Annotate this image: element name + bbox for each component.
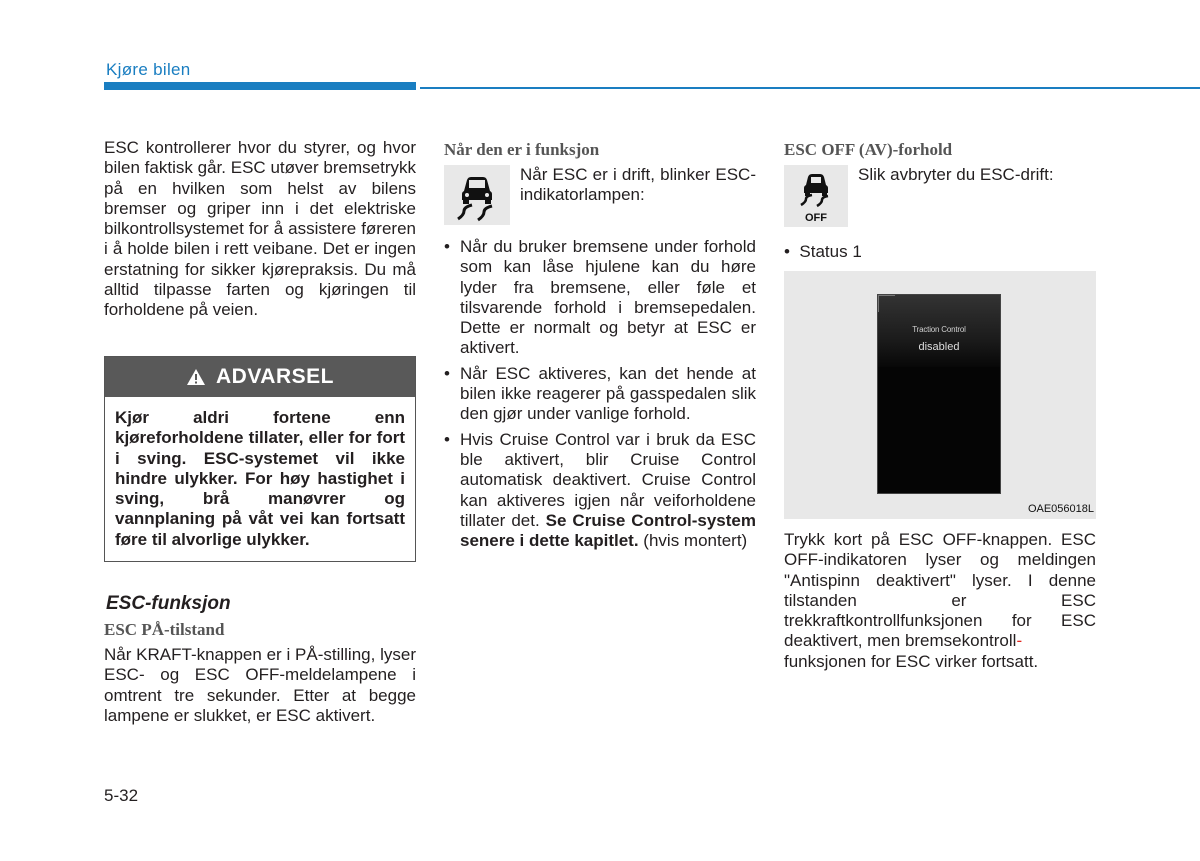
esc-indicator-text: Når ESC er i drift, blinker ESC-indikatorlampen: <box>520 165 756 205</box>
header-rule <box>420 87 1200 89</box>
status-label: Status 1 <box>799 242 862 261</box>
warning-triangle-icon <box>186 368 206 386</box>
bullet-glyph: • <box>444 429 450 449</box>
cluster-display <box>877 294 1001 494</box>
cross-reference-link: Se Cruise Control-system senere i dette kapitlet. <box>460 510 756 551</box>
list-item-text: Når du bruker bremsene under forhold som kan låse hjulene kan du høre lyder fra bremsene, eller føle et tilsvarende forhold i bremsepedalen. Dette er normalt og betyr at ESC er aktivert. <box>460 237 756 358</box>
bullet-glyph: • <box>784 242 790 261</box>
warning-title: ADVARSEL <box>216 365 334 388</box>
esc-function-heading: ESC-funksjon <box>106 593 231 614</box>
esc-on-heading: ESC PÅ-tilstand <box>104 620 225 639</box>
esc-off-heading: ESC OFF (AV)-forhold <box>784 140 953 159</box>
esc-intro-paragraph: ESC kontrollerer hvor du styrer, og hvor bilen faktisk går. ESC utøver bremsetrykk på en hvilken som helst av bilens bremser og griper inn i det elektriske bilkontrollsystemet for å assistere føreren i å holde bilen i rett veibane. Det er ingen erstatning for sikker kjørepraksis. Du må alltid tilpasse farten og kjøringen til forholdene på veien. <box>104 138 416 320</box>
header-bar-left <box>104 82 416 90</box>
warning-header <box>105 357 415 397</box>
esc-off-car-icon <box>784 165 848 227</box>
bullet-glyph: • <box>444 237 450 256</box>
list-item <box>444 430 756 552</box>
list-item-text: Hvis Cruise Control var i bruk da ESC ble aktivert, blir Cruise Control automatisk deaktivert. Cruise Control kan aktiveres igjen når veiforholdene tillater det. <box>460 429 756 530</box>
status-bullet <box>784 242 862 262</box>
esc-off-icon-label: OFF <box>805 212 827 224</box>
bullet-glyph: • <box>444 363 450 383</box>
section-title: Kjøre bilen <box>106 60 191 79</box>
display-corner <box>878 295 895 312</box>
esc-off-paragraph <box>784 530 1096 672</box>
red-hyphen: - <box>1016 631 1023 651</box>
display-message-status: disabled <box>918 341 960 353</box>
esc-off-intro-text: Slik avbryter du ESC-drift: <box>858 165 1054 184</box>
esc-indicator-icon <box>444 165 510 225</box>
list-item-suffix: (hvis montert) <box>638 531 748 551</box>
esc-off-icon <box>784 165 848 227</box>
status-illustration <box>784 271 1096 519</box>
list-item <box>444 237 756 359</box>
esc-on-paragraph: Når KRAFT-knappen er i PÅ-stilling, lyser ESC- og ESC OFF-meldelampene i omtrent tre sekunder. Etter at begge lampene er slukket, er ESC aktivert. <box>104 645 416 725</box>
warning-body: Kjør aldri fortene enn kjøreforholdene tillater, eller for fort i sving. ESC-systemet vil ikke hindre ulykker. For høy hastighet i sving, brå manøvrer og vannplaning på våt vei kan fortsatt føre til alvorlige ulykker. <box>115 408 405 549</box>
esc-off-paragraph-main: Trykk kort på ESC OFF-knappen. ESC OFF-indikatoren lyser og meldingen "Antispinn deaktivert" lyser. I denne tilstanden er ESC trekkraftkontrollfunksjonen for ESC deaktivert, men bremsekontroll <box>784 530 1096 651</box>
list-item-text: Når ESC aktiveres, kan det hende at bilen ikke reagerer på gasspedalen slik den gjør under vanlige forhold. <box>460 363 756 424</box>
image-code: OAE056018L <box>1027 503 1094 515</box>
list-item <box>444 364 756 425</box>
esc-activation-list <box>444 237 756 556</box>
display-message-title: Traction Control <box>912 325 966 334</box>
esc-off-paragraph-end: funksjonen for ESC virker fortsatt. <box>784 651 1039 671</box>
page-number: 5-32 <box>104 786 139 805</box>
esc-car-skid-icon <box>444 165 510 225</box>
in-operation-heading: Når den er i funksjon <box>444 140 600 159</box>
warning-box <box>104 356 416 562</box>
